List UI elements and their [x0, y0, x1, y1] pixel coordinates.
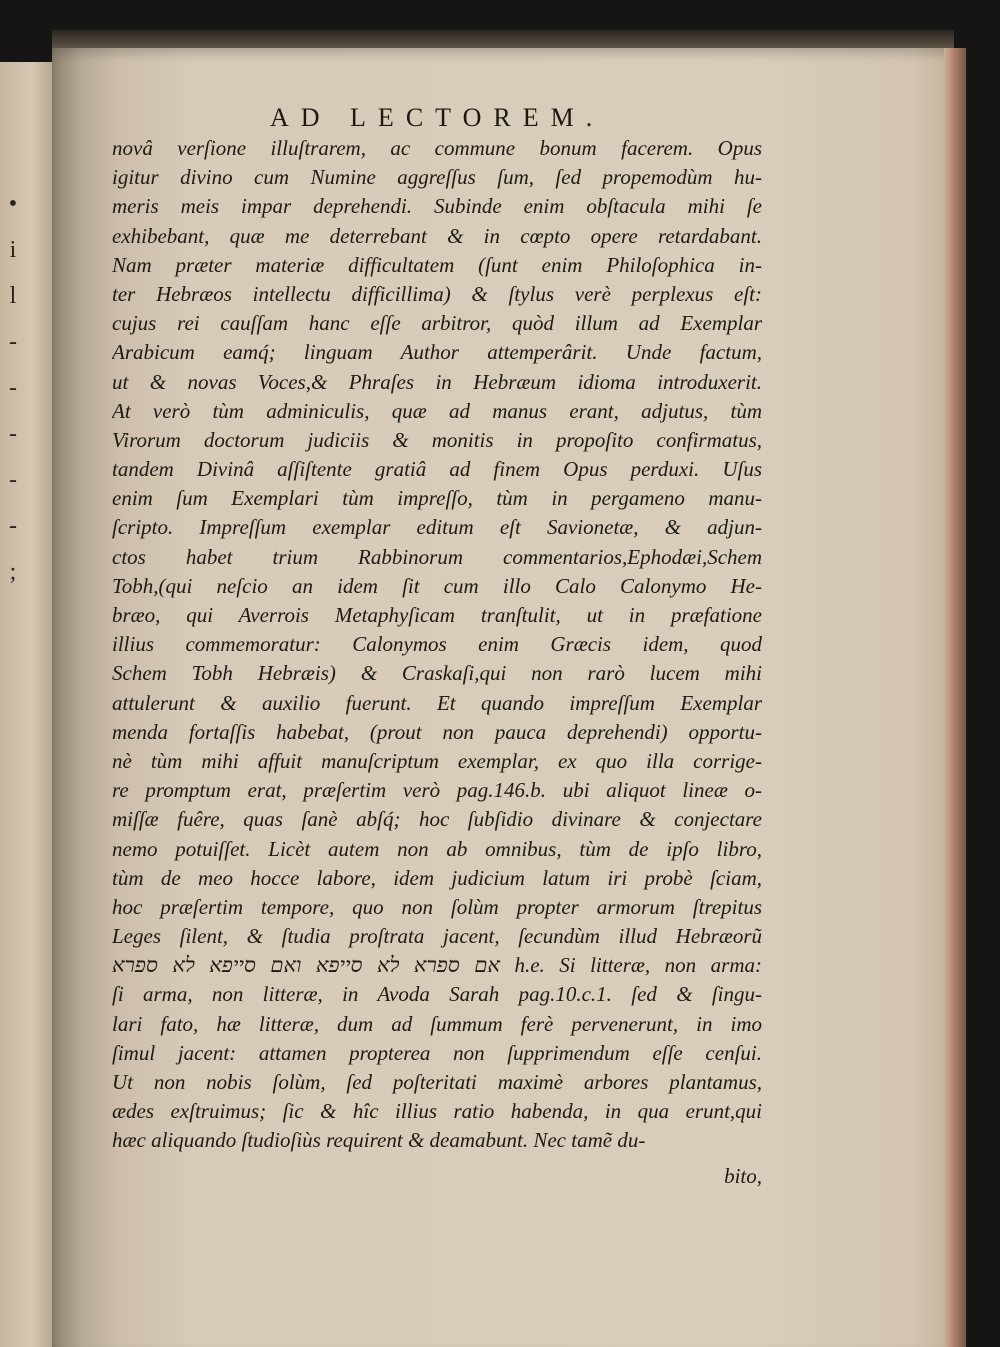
text-line: Virorum doctorum judiciis & monitis in propoſito confirmatus,	[112, 427, 762, 452]
text-line: ſimul jacent: attamen propterea non ſupprimendum eſſe cenſui.	[112, 1040, 762, 1065]
text-line: enim ſum Exemplari tùm impreſſo, tùm in pergameno manu-	[112, 486, 762, 511]
page-header: AD LECTOREM.	[270, 103, 605, 132]
text-line: bræo, qui Averrois Metaphyſicam tranſtulit, ut in præfatione	[112, 603, 762, 627]
text-line: re promptum erat, præſertim verò pag.146.b. ubi aliquot lineæ o-	[112, 778, 762, 803]
left-glyph: -	[9, 467, 17, 493]
left-glyph: l	[9, 283, 17, 309]
text-line: novâ verſione illuſtrarem, ac commune bonum facerem. Opus	[112, 136, 762, 160]
left-glyph: •	[8, 191, 18, 217]
text-line: ut & novas Voces,& Phraſes in Hebræum idioma introduxerit.	[112, 369, 762, 394]
text-line: tùm de meo hocce labore, idem judicium latum iri probè ſciam,	[112, 865, 762, 890]
text-line: igitur divino cum Numine aggreſſus ſum, ſed propemodùm hu-	[112, 165, 762, 190]
text-line: ctos habet trium Rabbinorum commentarios,Ephodæi,Schem	[112, 544, 762, 569]
text-line: nemo potuiſſet. Licèt autem non ab omnibus, tùm de ipſo libro,	[112, 836, 762, 861]
text-line: ſi arma, non litteræ, in Avoda Sarah pag.10.c.1. ſed & ſingu-	[112, 982, 762, 1007]
text-line: hoc præſertim tempore, quo non ſolùm propter armorum ſtrepitus	[112, 894, 762, 919]
left-page-glyphs	[0, 192, 26, 584]
text-line: meris meis impar deprehendi. Subinde enim obſtacula mihi ſe	[112, 194, 762, 219]
text-line: ter Hebræos intellectu difficillima) & ſtylus verè perplexus eſt:	[112, 281, 762, 306]
text-line: exhibebant, quæ me deterrebant & in cœpto opere retardabant.	[112, 223, 762, 248]
text-line: miſſæ fuêre, quas ſanè abſq́; hoc ſubſidio divinare & conjectare	[112, 807, 762, 832]
text-line: illius commemoratur: Calonymos enim Græcis idem, quod	[112, 632, 762, 657]
left-glyph: ;	[9, 559, 17, 585]
text-line: Nam præter materiæ difficultatem (ſunt enim Philoſophica in-	[112, 252, 762, 277]
text-line: Tobh,(qui neſcio an idem ſit cum illo Calo Calonymo He-	[112, 573, 762, 598]
text-line: ædes exſtruimus; ſic & hîc illius ratio habenda, in qua erunt,qui	[112, 1099, 762, 1124]
text-line: lari fato, hæ litteræ, dum ad ſummum ferè pervenerunt, in imo	[112, 1011, 762, 1036]
text-line: Arabicum eamq́; linguam Author attemperârit. Unde factum,	[112, 340, 762, 365]
page-body	[112, 134, 762, 1156]
book-right-edge	[944, 48, 966, 1347]
text-line: tandem Divinâ aſſiſtente gratiâ ad finem Opus perduxi. Uſus	[112, 457, 762, 482]
text-line: nè tùm mihi affuit manuſcriptum exemplar, ex quo illa corrige-	[112, 748, 762, 773]
text-line: Ut non nobis ſolùm, ſed poſteritati maximè arbores plantamus,	[112, 1070, 762, 1094]
catchword: bito,	[724, 1164, 762, 1188]
text-line: Schem Tobh Hebræis) & Craskaſi,qui non rarò lucem mihi	[112, 661, 762, 686]
text-line: hæc aliquando ſtudioſiùs requirent & deamabunt. Nec tamẽ du-	[112, 1128, 646, 1153]
text-line: cujus rei cauſſam hanc eſſe arbitror, quòd illum ad Exemplar	[112, 311, 762, 336]
left-glyph: -	[9, 421, 17, 447]
left-glyph: -	[9, 513, 17, 539]
left-glyph: -	[9, 329, 17, 355]
text-line: menda fortaſſis habebat, (prout non pauca deprehendi) opportu-	[112, 719, 762, 744]
text-line: ſcripto. Impreſſum exemplar editum eſt Savionetæ, & adjun-	[112, 515, 762, 540]
text-line: At verò tùm adminiculis, quæ ad manus erant, adjutus, tùm	[112, 398, 762, 423]
left-page-edge	[0, 62, 52, 1347]
left-glyph: -	[9, 375, 17, 401]
text-line: attulerunt & auxilio fuerunt. Et quando impreſſum Exemplar	[112, 690, 762, 715]
text-line: אם ספרא לא סייפא ואם סייפא לא ספרא h.e. Si litteræ, non arma:	[112, 953, 762, 978]
left-glyph: i	[9, 237, 17, 263]
text-line: Leges ſilent, & ſtudia proſtrata jacent, ſecundùm illud Hebræorũ	[112, 924, 762, 949]
